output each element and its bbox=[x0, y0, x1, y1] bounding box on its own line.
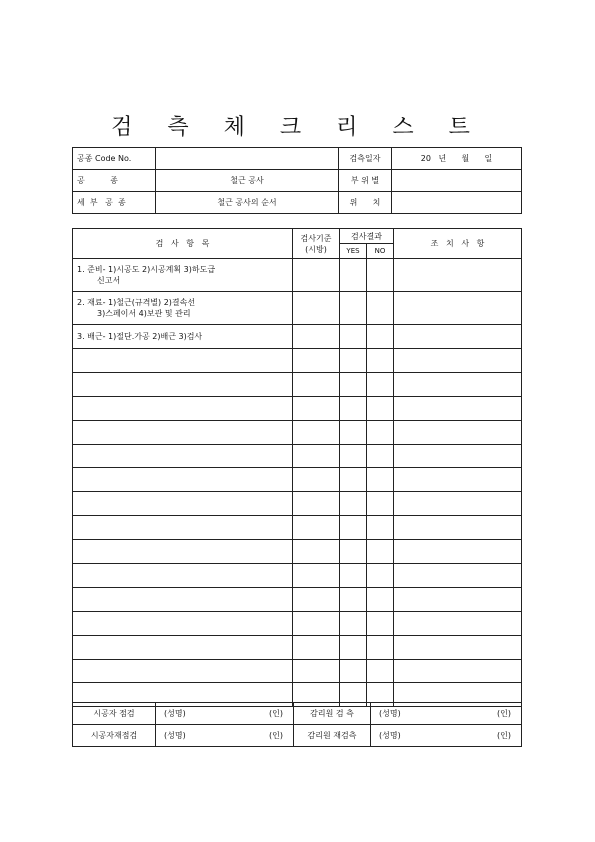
standard-cell[interactable] bbox=[293, 444, 340, 468]
checklist-header-row bbox=[73, 229, 522, 244]
item-cell[interactable] bbox=[73, 349, 293, 373]
blank-row bbox=[73, 444, 522, 468]
detail-value[interactable]: 철근 공사의 순서 bbox=[156, 192, 339, 214]
action-cell[interactable] bbox=[394, 372, 522, 396]
supervisor-reinspect-sign[interactable] bbox=[371, 725, 522, 747]
item-cell bbox=[73, 259, 293, 292]
action-cell[interactable] bbox=[394, 611, 522, 635]
contractor-recheck-sign[interactable] bbox=[156, 725, 294, 747]
no-cell[interactable] bbox=[367, 516, 394, 540]
header-table bbox=[72, 147, 522, 214]
item-cell[interactable] bbox=[73, 587, 293, 611]
location-label: 위 치 bbox=[339, 192, 392, 214]
detail-label: 세 부 공 종 bbox=[73, 192, 156, 214]
standard-cell[interactable] bbox=[293, 516, 340, 540]
date-value[interactable]: 20 년 월 일 bbox=[392, 148, 522, 170]
action-cell[interactable] bbox=[394, 587, 522, 611]
location-value[interactable] bbox=[392, 192, 522, 214]
action-cell[interactable] bbox=[394, 635, 522, 659]
yes-cell[interactable] bbox=[340, 659, 367, 683]
name-placeholder: (성명) bbox=[379, 709, 401, 718]
standard-cell[interactable] bbox=[293, 292, 340, 325]
supervisor-reinspect-label: 감리원 재검측 bbox=[294, 725, 371, 747]
code-label: 공종 Code No. bbox=[73, 148, 156, 170]
col-no-header: NO bbox=[367, 244, 394, 259]
standard-cell[interactable] bbox=[293, 468, 340, 492]
item-cell[interactable] bbox=[73, 564, 293, 588]
blank-row bbox=[73, 492, 522, 516]
blank-row bbox=[73, 396, 522, 420]
item-cell[interactable] bbox=[73, 396, 293, 420]
yes-cell[interactable] bbox=[340, 540, 367, 564]
col-yes-header: YES bbox=[340, 244, 367, 259]
item-text-cont: 3)스페이서 4)보관 및 관리 bbox=[97, 309, 191, 318]
no-cell[interactable] bbox=[367, 468, 394, 492]
item-cell[interactable] bbox=[73, 540, 293, 564]
standard-cell[interactable] bbox=[293, 587, 340, 611]
item-cell[interactable] bbox=[73, 444, 293, 468]
col-result-header: 검사결과 bbox=[340, 229, 394, 244]
yes-cell[interactable] bbox=[340, 420, 367, 444]
item-text: 2. 재료- 1)철근(규격별) 2)결속선 bbox=[77, 298, 196, 307]
contractor-recheck-label: 시공자재점검 bbox=[73, 725, 156, 747]
action-cell[interactable] bbox=[394, 492, 522, 516]
document-title: 검 측 체 크 리 스 트 bbox=[111, 115, 484, 140]
yes-cell[interactable] bbox=[340, 611, 367, 635]
standard-cell[interactable] bbox=[293, 372, 340, 396]
signature-row bbox=[73, 703, 522, 725]
item-cell[interactable] bbox=[73, 659, 293, 683]
date-label: 검측일자 bbox=[339, 148, 392, 170]
item-cell[interactable] bbox=[73, 372, 293, 396]
no-cell[interactable] bbox=[367, 349, 394, 373]
yes-cell[interactable] bbox=[340, 292, 367, 325]
seal-placeholder: (인) bbox=[497, 709, 511, 718]
action-cell[interactable] bbox=[394, 444, 522, 468]
action-cell[interactable] bbox=[394, 540, 522, 564]
name-placeholder: (성명) bbox=[164, 731, 186, 740]
yes-cell[interactable] bbox=[340, 325, 367, 349]
blank-row bbox=[73, 611, 522, 635]
yes-cell[interactable] bbox=[340, 259, 367, 292]
blank-row bbox=[73, 564, 522, 588]
no-cell[interactable] bbox=[367, 292, 394, 325]
action-cell[interactable] bbox=[394, 259, 522, 292]
contractor-check-label: 시공자 점검 bbox=[73, 703, 156, 725]
signature-row bbox=[73, 725, 522, 747]
item-cell[interactable] bbox=[73, 611, 293, 635]
no-cell[interactable] bbox=[367, 564, 394, 588]
no-cell[interactable] bbox=[367, 492, 394, 516]
item-cell[interactable] bbox=[73, 492, 293, 516]
item-cell[interactable] bbox=[73, 420, 293, 444]
item-cell[interactable] bbox=[73, 516, 293, 540]
standard-cell[interactable] bbox=[293, 259, 340, 292]
seal-placeholder: (인) bbox=[497, 731, 511, 740]
col-action-header: 조 치 사 항 bbox=[394, 229, 522, 259]
seal-placeholder: (인) bbox=[269, 731, 283, 740]
action-cell[interactable] bbox=[394, 325, 522, 349]
yes-cell[interactable] bbox=[340, 516, 367, 540]
name-placeholder: (성명) bbox=[379, 731, 401, 740]
item-cell bbox=[73, 325, 293, 349]
no-cell[interactable] bbox=[367, 659, 394, 683]
yes-cell[interactable] bbox=[340, 468, 367, 492]
no-cell[interactable] bbox=[367, 444, 394, 468]
yes-cell[interactable] bbox=[340, 635, 367, 659]
yes-cell[interactable] bbox=[340, 444, 367, 468]
standard-cell[interactable] bbox=[293, 396, 340, 420]
standard-cell[interactable] bbox=[293, 492, 340, 516]
seal-placeholder: (인) bbox=[269, 709, 283, 718]
part-value[interactable] bbox=[392, 170, 522, 192]
work-type-value[interactable]: 철근 공사 bbox=[156, 170, 339, 192]
blank-row bbox=[73, 540, 522, 564]
standard-cell[interactable] bbox=[293, 325, 340, 349]
header-row-code bbox=[73, 148, 522, 170]
col-standard-header: 검사기준 (시방) bbox=[293, 229, 340, 259]
yes-cell[interactable] bbox=[340, 587, 367, 611]
no-cell[interactable] bbox=[367, 420, 394, 444]
no-cell[interactable] bbox=[367, 611, 394, 635]
item-cell bbox=[73, 292, 293, 325]
work-type-label: 공 종 bbox=[73, 170, 156, 192]
action-cell[interactable] bbox=[394, 420, 522, 444]
checklist-row bbox=[73, 325, 522, 349]
yes-cell[interactable] bbox=[340, 349, 367, 373]
yes-cell[interactable] bbox=[340, 396, 367, 420]
checklist-table bbox=[72, 228, 522, 707]
checklist-row bbox=[73, 292, 522, 325]
standard-cell[interactable] bbox=[293, 540, 340, 564]
standard-cell[interactable] bbox=[293, 635, 340, 659]
action-cell[interactable] bbox=[394, 516, 522, 540]
standard-cell[interactable] bbox=[293, 349, 340, 373]
blank-row bbox=[73, 349, 522, 373]
no-cell[interactable] bbox=[367, 259, 394, 292]
action-cell[interactable] bbox=[394, 349, 522, 373]
no-cell[interactable] bbox=[367, 540, 394, 564]
action-cell[interactable] bbox=[394, 564, 522, 588]
no-cell[interactable] bbox=[367, 372, 394, 396]
no-cell[interactable] bbox=[367, 396, 394, 420]
item-cell[interactable] bbox=[73, 635, 293, 659]
contractor-check-sign[interactable] bbox=[156, 703, 294, 725]
blank-row bbox=[73, 659, 522, 683]
part-label: 부 위 별 bbox=[339, 170, 392, 192]
blank-row bbox=[73, 635, 522, 659]
header-row-detail bbox=[73, 192, 522, 214]
item-text: 1. 준비- 1)시공도 2)시공계획 3)하도급 bbox=[77, 265, 216, 274]
action-cell[interactable] bbox=[394, 292, 522, 325]
blank-row bbox=[73, 468, 522, 492]
no-cell[interactable] bbox=[367, 587, 394, 611]
blank-row bbox=[73, 420, 522, 444]
supervisor-inspect-sign[interactable] bbox=[371, 703, 522, 725]
code-value[interactable] bbox=[156, 148, 339, 170]
blank-row bbox=[73, 587, 522, 611]
col-item-header: 검 사 항 목 bbox=[73, 229, 293, 259]
action-cell[interactable] bbox=[394, 396, 522, 420]
signature-table bbox=[72, 702, 522, 747]
yes-cell[interactable] bbox=[340, 564, 367, 588]
item-cell[interactable] bbox=[73, 468, 293, 492]
standard-cell[interactable] bbox=[293, 611, 340, 635]
supervisor-inspect-label: 감리원 검 측 bbox=[294, 703, 371, 725]
blank-row bbox=[73, 516, 522, 540]
standard-cell[interactable] bbox=[293, 659, 340, 683]
item-text-cont: 신고서 bbox=[97, 276, 121, 285]
checklist-row bbox=[73, 259, 522, 292]
no-cell[interactable] bbox=[367, 635, 394, 659]
yes-cell[interactable] bbox=[340, 492, 367, 516]
standard-cell[interactable] bbox=[293, 420, 340, 444]
no-cell[interactable] bbox=[367, 325, 394, 349]
blank-row bbox=[73, 372, 522, 396]
name-placeholder: (성명) bbox=[164, 709, 186, 718]
standard-cell[interactable] bbox=[293, 564, 340, 588]
action-cell[interactable] bbox=[394, 468, 522, 492]
yes-cell[interactable] bbox=[340, 372, 367, 396]
action-cell[interactable] bbox=[394, 659, 522, 683]
item-text: 3. 배근- 1)절단.가공 2)배근 3)검사 bbox=[77, 332, 203, 341]
header-row-work-type bbox=[73, 170, 522, 192]
